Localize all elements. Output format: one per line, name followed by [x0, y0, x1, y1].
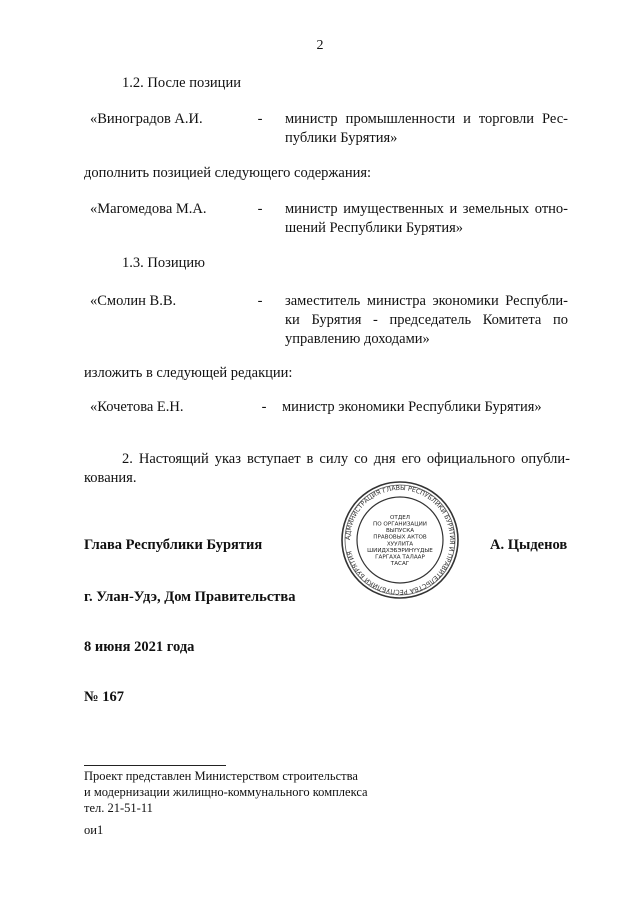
entry-vinogradov-name: «Виноградов А.И.	[90, 111, 203, 127]
entry-smolin-dash: -	[257, 293, 263, 309]
section-1-2-heading: 1.2. После позиции	[122, 75, 241, 91]
section-2-text	[84, 450, 570, 488]
entry-smolin-position	[285, 292, 568, 349]
add-position-text: дополнить позицией следующего содержания:	[84, 165, 372, 181]
stamp-center-line: ТАСАГ	[390, 561, 410, 568]
footer-line-1: Проект представлен Министерством строительства	[84, 769, 358, 783]
entry-magomedova-position	[285, 200, 568, 238]
page-number: 2	[316, 38, 324, 53]
signature-title: Глава Республики Бурятия	[84, 537, 263, 553]
stamp-ring-text: АДМИНИСТРАЦИЯ ГЛАВЫ РЕСПУБЛИКИ БУРЯТИЯ И ПРАВИТЕЛЬСТВА РЕСПУБЛИКИ БУРЯТИЯ	[344, 484, 456, 596]
section-1-3-heading: 1.3. Позицию	[122, 255, 205, 271]
entry-magomedova-position-line2: шений Республики Бурятия»	[285, 220, 464, 236]
official-stamp	[340, 480, 460, 600]
stamp-center-line: ХУУЛИТА	[386, 541, 414, 548]
section-2-line1: 2. Настоящий указ вступает в силу со дня его официального опубли-	[122, 451, 570, 467]
document-number: № 167	[84, 689, 124, 705]
footer-line-2: и модернизации жилищно-коммунального комплекса	[84, 785, 368, 799]
stamp-center-line: ПРАВОВЫХ АКТОВ	[373, 534, 427, 541]
date-text: 8 июня 2021 года	[84, 639, 195, 655]
entry-vinogradov-dash: -	[257, 111, 263, 127]
stamp-seal-graphic	[340, 480, 460, 600]
entry-kochetova-position: министр экономики Республики Бурятия»	[282, 399, 542, 415]
stamp-center-line: ГАРГАХА ТАЛААР	[375, 554, 425, 561]
entry-magomedova-position-line1: министр имущественных и земельных отно-	[285, 201, 568, 217]
entry-vinogradov-position-line1: министр промышленности и торговли Рес-	[285, 111, 568, 127]
entry-smolin-name: «Смолин В.В.	[90, 293, 177, 309]
signature-name: А. Цыденов	[490, 537, 568, 553]
footer-code: ои1	[84, 823, 104, 837]
footer-line-3: тел. 21-51-11	[84, 801, 153, 815]
stamp-center-line: ШИИДХЭБЭРИНҮҮДЫЕ	[367, 547, 433, 554]
entry-smolin-position-line1: заместитель министра экономики Республи-	[285, 293, 568, 309]
entry-vinogradov-position-line2: публики Бурятия»	[285, 130, 398, 146]
entry-smolin-position-line2: ки Бурятия - председатель Комитета по	[285, 312, 568, 328]
place-text: г. Улан-Удэ, Дом Правительства	[84, 589, 296, 605]
restate-text: изложить в следующей редакции:	[84, 365, 293, 381]
entry-magomedova-dash: -	[257, 201, 263, 217]
entry-smolin-position-line3: управлению доходами»	[285, 331, 430, 347]
section-2-line2: кования.	[84, 470, 137, 486]
footer-divider	[84, 765, 226, 766]
stamp-center-line: ОТДЕЛ	[390, 514, 410, 521]
entry-magomedova-name: «Магомедова М.А.	[90, 201, 207, 217]
stamp-center-line: ПО ОРГАНИЗАЦИИ	[373, 521, 427, 528]
entry-kochetova-dash: -	[261, 399, 267, 415]
entry-kochetova-name: «Кочетова Е.Н.	[90, 399, 184, 415]
stamp-center-line: ВЫПУСКА	[385, 528, 415, 535]
entry-vinogradov-position	[285, 110, 568, 148]
footer-note	[84, 768, 368, 816]
